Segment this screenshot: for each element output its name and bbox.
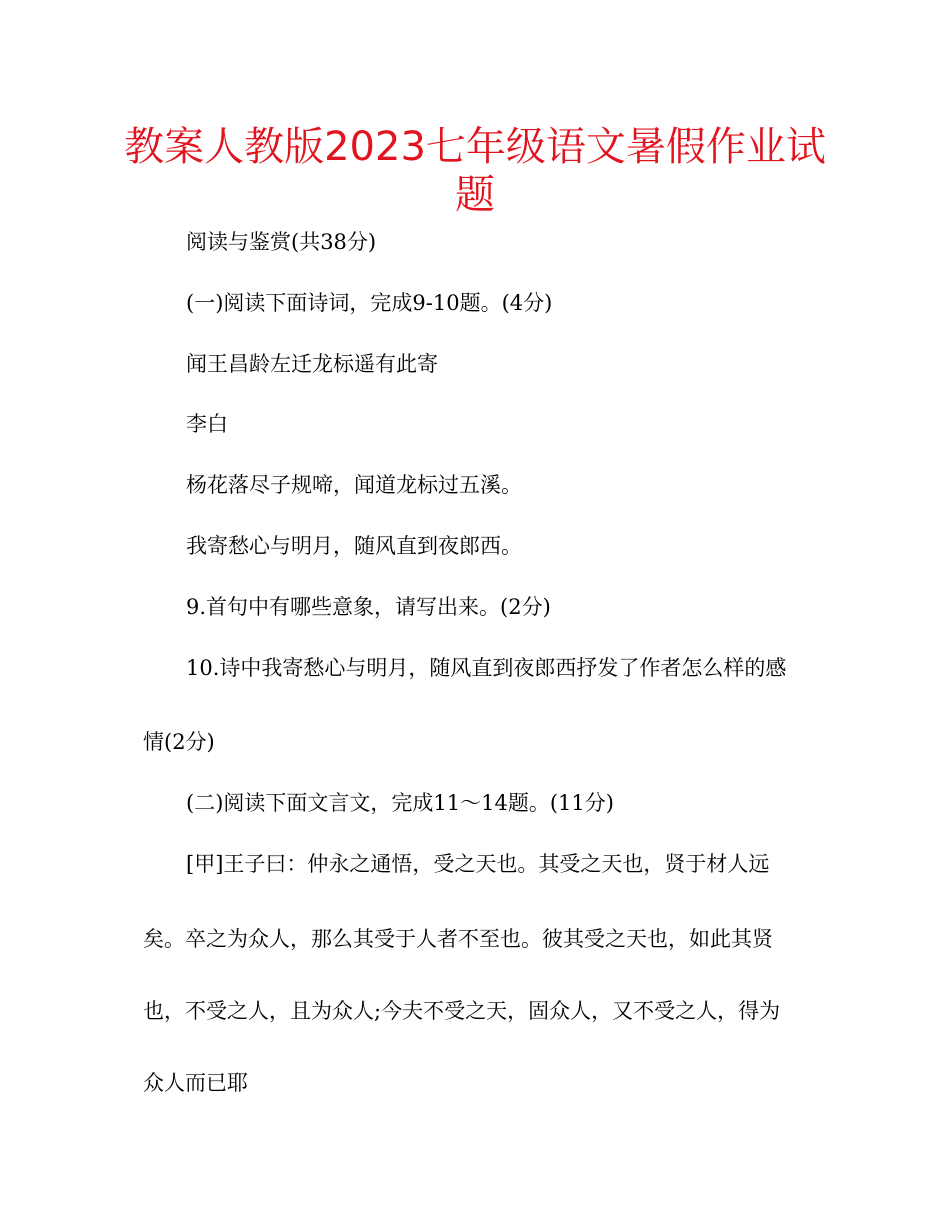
poem-line: 我寄愁心与明月，随风直到夜郎西。: [186, 534, 522, 558]
poem-author: 李白: [186, 412, 228, 436]
document-title-line-1: 教案人教版2023七年级语文暑假作业试: [124, 124, 826, 170]
question-10: 10.诗中我寄愁心与明月，随风直到夜郎西抒发了作者怎么样的感: [186, 656, 787, 680]
passage-line: 也，不受之人，且为众人;今夫不受之天，固众人，又不受之人，得为: [143, 999, 781, 1023]
passage-line: 众人而已耶: [143, 1071, 248, 1095]
question-10-continued: 情(2分): [143, 730, 215, 754]
question-9: 9.首句中有哪些意象，请写出来。(2分): [186, 595, 551, 619]
document-title-line-2: 题: [455, 172, 495, 218]
question-intro: (一)阅读下面诗词，完成9-10题。(4分): [186, 291, 553, 315]
passage-line: 矣。卒之为众人，那么其受于人者不至也。彼其受之天也，如此其贤: [143, 927, 773, 951]
section-heading: 阅读与鉴赏(共38分): [186, 230, 377, 254]
passage-line: [甲]王子曰：仲永之通悟，受之天也。其受之天也，贤于材人远: [186, 852, 770, 876]
poem-line: 杨花落尽子规啼，闻道龙标过五溪。: [186, 473, 522, 497]
poem-title: 闻王昌龄左迁龙标遥有此寄: [186, 352, 438, 376]
question-intro-2: (二)阅读下面文言文，完成11～14题。(11分): [186, 791, 614, 815]
